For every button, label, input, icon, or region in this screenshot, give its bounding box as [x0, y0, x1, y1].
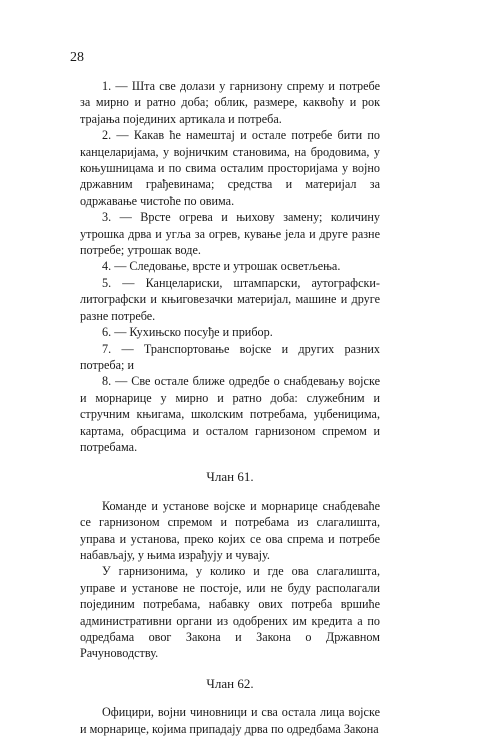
list-item-5: 5. — Канцелариски, штампарски, аутографски-литографски и књиговезачки материјал, машине и друге разне потребе.	[80, 275, 380, 323]
list-item-3: 3. — Врсте огрева и њихову замену; количину утрошка дрва и угља за огрев, кување јела и друге разне потребе; утрошак воде.	[80, 210, 380, 258]
article-62-heading: Члан 62.	[206, 675, 254, 691]
article-61-paragraph-1: Команде и установе војске и морнарице снабдеваће се гарнизоном спремом и потребама из слагалишта, управа и установа, преко којих се ова спрема и потребе набављају, у њима израђују и чувају.	[80, 498, 380, 562]
article-62-paragraph-1: Официри, војни чиновници и сва остала лица војске и морнарице, којима припадају дрва по одредбама Закона	[80, 705, 380, 736]
list-item-6: 6. — Кухињско посуђе и прибор.	[102, 325, 273, 340]
list-item-4: 4. — Следовање, врсте и утрошак осветљења.	[102, 259, 341, 274]
list-item-8: 8. — Све остале ближе одредбе о снабдевању војске и морнарице у мирно и ратно доба: служебним и стручним књигама, школским потребама, уџбеницима, картама, обрасцима и осталом гарнизоном спремом и потребама.	[80, 374, 380, 454]
list-item-2: 2. — Какав ће намештај и остале потребе бити по канцеларијама, у војничким становима, на бродовима, у коњушницама и по свима осталим просторијама у војно државним грађевинама; средства и материјал за одржавање чистоће по овима.	[80, 128, 380, 208]
list-item-7: 7. — Транспортовање војске и других разних потреба; и	[80, 341, 380, 372]
list-item-1: 1. — Шта све долази у гарнизону спрему и потребе за мирно и ратно доба; облик, размере, каквоћу и рок трајања појединих артикала и потреба.	[80, 79, 380, 126]
page-body	[80, 78, 380, 737]
article-61-heading: Члан 61.	[206, 469, 254, 485]
article-61-paragraph-2: У гарнизонима, у колико и где ова слагалишта, управе и установе не постоје, или не буду располагали појединим потребама, набавку ових потреба вршиће административни органи из одобрених им кредита а по одредбама овог Закона и Закона о Државном Рачуноводству.	[80, 564, 380, 661]
page-number: 28	[70, 50, 84, 65]
